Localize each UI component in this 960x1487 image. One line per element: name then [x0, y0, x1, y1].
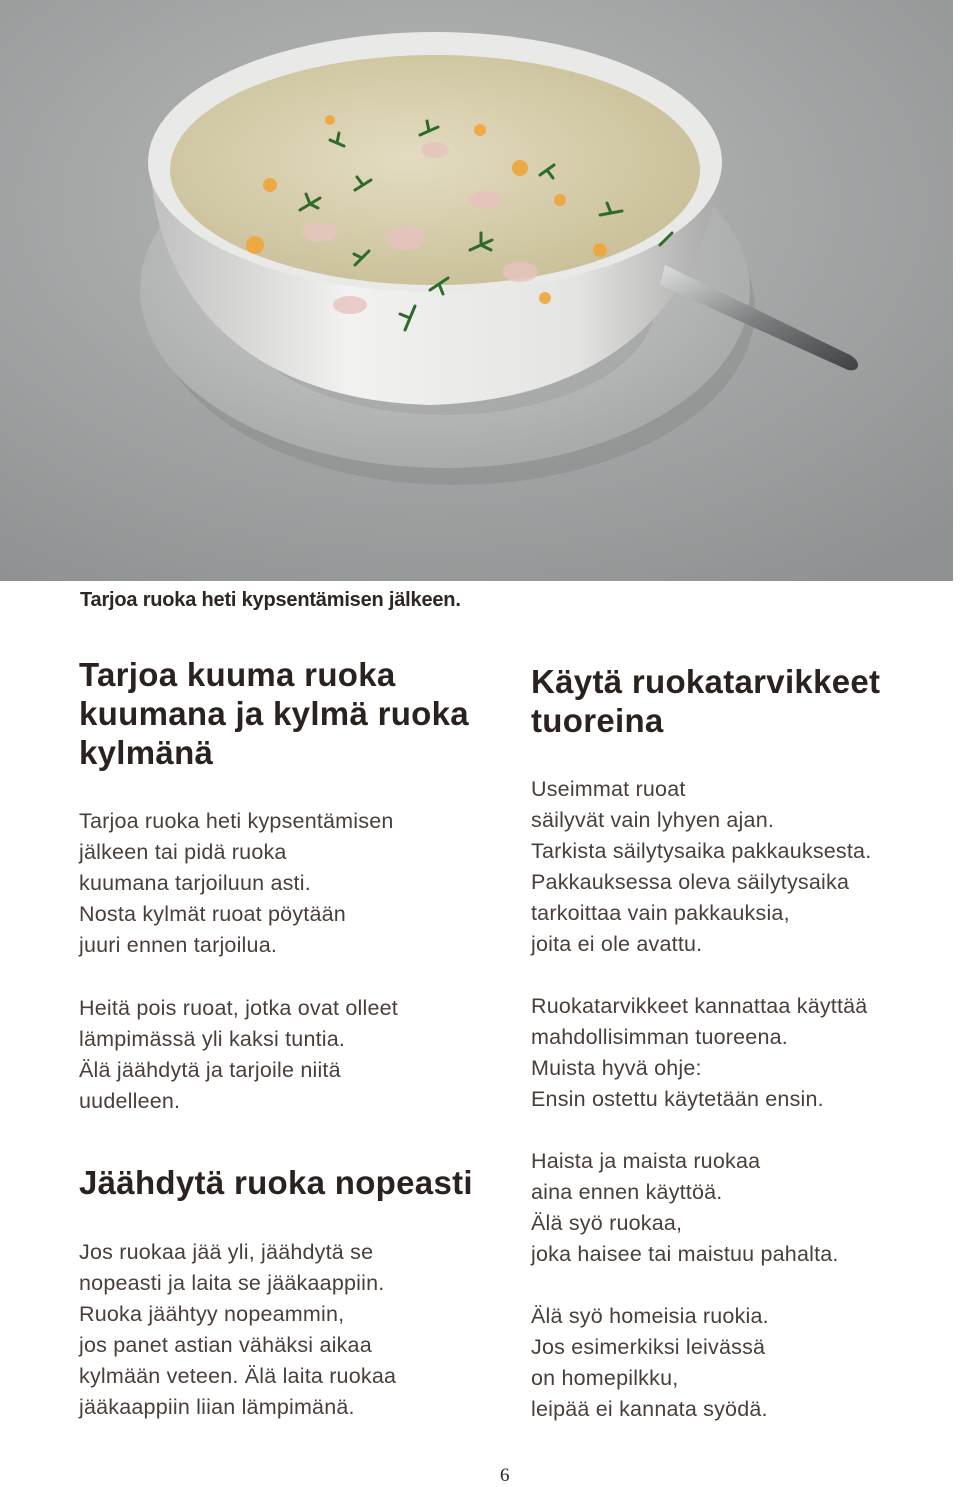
text-line: leipää ei kannata syödä. [531, 1397, 768, 1421]
right-column [531, 662, 941, 1425]
text-line: Älä syö ruokaa, [531, 1211, 683, 1235]
section-heading-fresh [531, 662, 941, 740]
heading-line: kuumana ja kylmä ruoka [79, 695, 469, 732]
paragraph-cool-quickly [79, 1237, 509, 1423]
text-line: joka haisee tai maistuu pahalta. [531, 1242, 839, 1266]
text-line: aina ennen käyttöä. [531, 1180, 723, 1204]
text-line: mahdollisimman tuoreena. [531, 1025, 788, 1049]
text-line: tarkoittaa vain pakkauksia, [531, 901, 790, 925]
text-line: säilyvät vain lyhyen ajan. [531, 808, 775, 832]
text-line: Tarkista säilytysaika pakkauksesta. [531, 839, 872, 863]
heading-line: Tarjoa kuuma ruoka [79, 656, 396, 693]
photo-caption: Tarjoa ruoka heti kypsentämisen jälkeen. [80, 589, 461, 611]
text-line: Älä jäähdytä ja tarjoile niitä [79, 1058, 341, 1082]
text-line: Ruoka jäähtyy nopeammin, [79, 1302, 345, 1326]
text-line: Useimmat ruoat [531, 777, 686, 801]
heading-line: Käytä ruokatarvikkeet [531, 663, 881, 700]
text-line: Ruokatarvikkeet kannattaa käyttää [531, 994, 868, 1018]
paragraph-smell-taste [531, 1146, 941, 1270]
text-line: Ensin ostettu käytetään ensin. [531, 1087, 824, 1111]
text-line: Jos ruokaa jää yli, jäähdytä se [79, 1240, 374, 1264]
paragraph-use-fresh [531, 991, 941, 1115]
text-line: Tarjoa ruoka heti kypsentämisen [79, 809, 394, 833]
text-line: uudelleen. [79, 1089, 181, 1113]
text-line: Pakkauksessa oleva säilytysaika [531, 870, 850, 894]
text-line: jos panet astian vähäksi aikaa [79, 1333, 372, 1357]
heading-line: tuoreina [531, 702, 664, 739]
text-line: kuumana tarjoiluun asti. [79, 871, 311, 895]
paragraph-discard [79, 993, 509, 1117]
paragraph-serve-hot [79, 806, 509, 961]
heading-line: kylmänä [79, 734, 214, 771]
text-line: Nosta kylmät ruoat pöytään [79, 902, 346, 926]
page-number: 6 [500, 1465, 510, 1486]
section-heading-serve [79, 655, 509, 772]
text-line: jääkaappiin liian lämpimänä. [79, 1395, 355, 1419]
text-line: on homepilkku, [531, 1366, 679, 1390]
soup-bowl-image [0, 0, 953, 581]
text-line: juuri ennen tarjoilua. [79, 933, 278, 957]
heading-line: Jäähdytä ruoka nopeasti [79, 1164, 473, 1201]
soup-bowl-photo [0, 0, 953, 581]
text-line: Älä syö homeisia ruokia. [531, 1304, 769, 1328]
text-line: Haista ja maista ruokaa [531, 1149, 761, 1173]
text-line: Heitä pois ruoat, jotka ovat olleet [79, 996, 398, 1020]
section-heading-cool [79, 1163, 509, 1202]
text-line: kylmään veteen. Älä laita ruokaa [79, 1364, 397, 1388]
text-line: nopeasti ja laita se jääkaappiin. [79, 1271, 385, 1295]
paragraph-mould [531, 1301, 941, 1425]
text-line: joita ei ole avattu. [531, 932, 703, 956]
text-line: jälkeen tai pidä ruoka [79, 840, 287, 864]
paragraph-shelf-life [531, 774, 941, 960]
text-line: Jos esimerkiksi leivässä [531, 1335, 766, 1359]
text-line: Muista hyvä ohje: [531, 1056, 702, 1080]
left-column [79, 655, 509, 1423]
text-line: lämpimässä yli kaksi tuntia. [79, 1027, 346, 1051]
